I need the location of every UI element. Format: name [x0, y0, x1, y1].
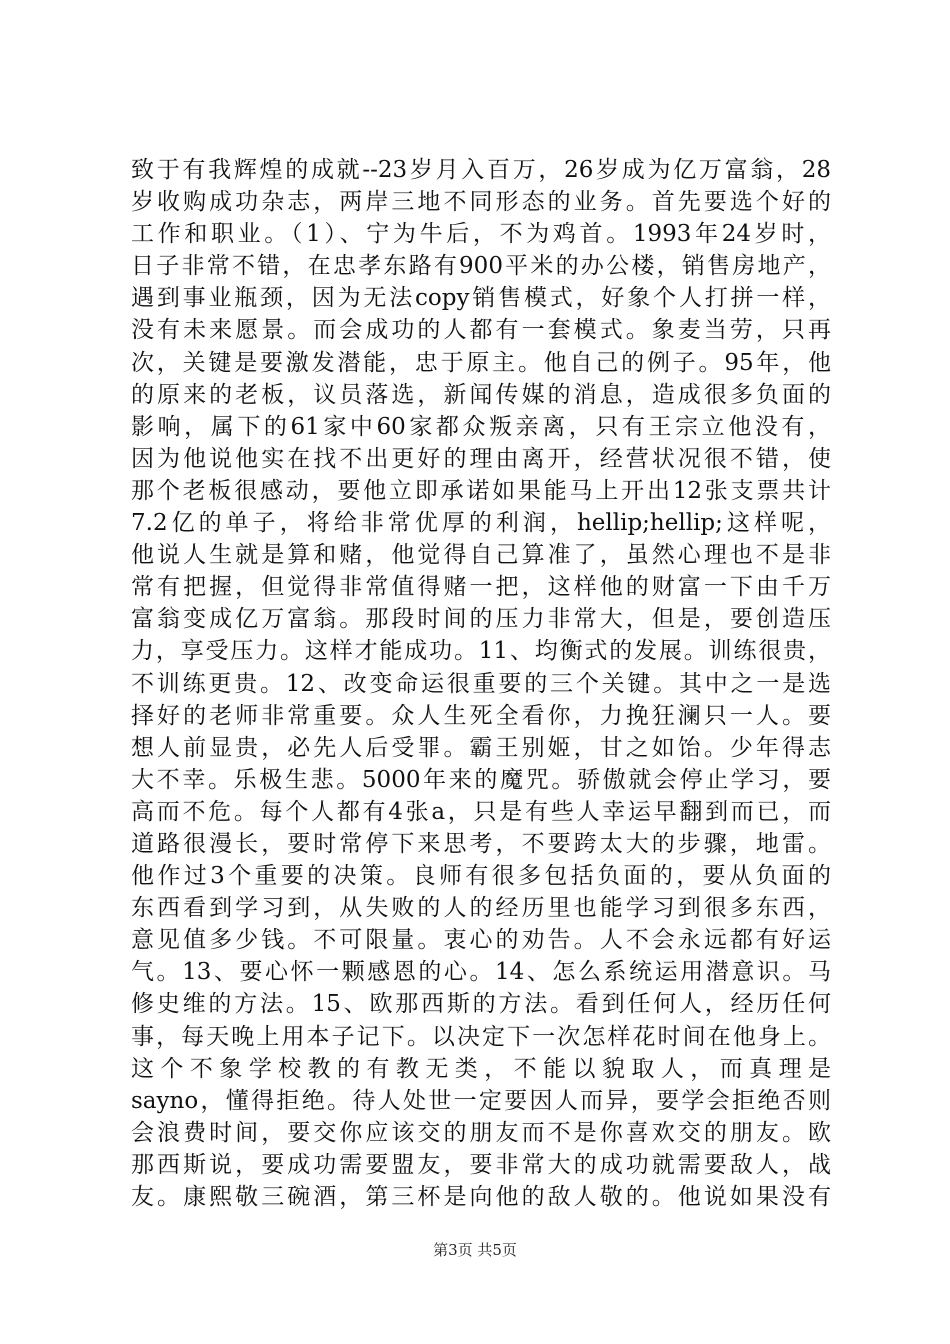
- page-number-footer: 第3页 共5页: [433, 1241, 517, 1259]
- text-line: 想人前显贵，必先人后受罪。霸王别姬，甘之如饴。少年得志: [131, 734, 831, 761]
- text-line: 高而不危。每个人都有4张a，只是有些人幸运早翻到而已，而: [131, 798, 831, 825]
- text-line: 的原来的老板，议员落选，新闻传媒的消息，造成很多负面的: [131, 381, 831, 408]
- text-line: 常有把握，但觉得非常值得赌一把，这样他的财富一下由千万: [131, 574, 831, 601]
- text-line: 那西斯说，要成功需要盟友，要非常大的成功就需要敌人，战: [131, 1151, 831, 1178]
- text-line: 富翁变成亿万富翁。那段时间的压力非常大，但是，要创造压: [131, 606, 831, 633]
- text-line: 遇到事业瓶颈，因为无法copy销售模式，好象个人打拼一样，: [131, 285, 831, 312]
- text-line: 他作过3个重要的决策。良师有很多包括负面的，要从负面的: [131, 863, 831, 890]
- text-line: 意见值多少钱。不可限量。衷心的劝告。人不会永远都有好运: [131, 927, 831, 954]
- text-line: 因为他说他实在找不出更好的理由离开，经营状况很不错，使: [131, 445, 831, 472]
- text-line: 影响，属下的61家中60家都众叛亲离，只有王宗立他没有，: [131, 413, 831, 440]
- text-line: 不训练更贵。12、改变命运很重要的三个关键。其中之一是选: [131, 670, 831, 697]
- text-line: 事，每天晚上用本子记下。以决定下一次怎样花时间在他身上。: [131, 1023, 831, 1050]
- text-line: 7.2亿的单子，将给非常优厚的利润，hellip;hellip;这样呢，: [131, 510, 831, 537]
- text-line: 致于有我辉煌的成就--23岁月入百万，26岁成为亿万富翁，28: [131, 157, 831, 183]
- text-line: 东西看到学习到，从失败的人的经历里也能学习到很多东西，: [131, 895, 831, 922]
- text-line: 那个老板很感动，要他立即承诺如果能马上开出12张支票共计: [131, 477, 831, 504]
- text-line: 道路很漫长，要时常停下来思考，不要跨太大的步骤，地雷。: [131, 830, 831, 857]
- text-line: 他说人生就是算和赌，他觉得自己算准了，虽然心理也不是非: [131, 542, 831, 569]
- text-line: sayno，懂得拒绝。待人处世一定要因人而异，要学会拒绝否则: [131, 1087, 831, 1114]
- text-line: 工作和职业。（1）、宁为牛后，不为鸡首。1993年24岁时，: [131, 221, 831, 248]
- text-line: 大不幸。乐极生悲。5000年来的魔咒。骄傲就会停止学习，要: [131, 766, 831, 793]
- text-line: 日子非常不错，在忠孝东路有900平米的办公楼，销售房地产，: [131, 253, 831, 280]
- text-line: 岁收购成功杂志，两岸三地不同形态的业务。首先要选个好的: [131, 189, 831, 216]
- text-line: 会浪费时间，要交你应该交的朋友而不是你喜欢交的朋友。欧: [131, 1119, 831, 1146]
- text-line: 气。13、要心怀一颗感恩的心。14、怎么系统运用潜意识。马: [131, 959, 831, 986]
- text-line: 友。康熙敬三碗酒，第三杯是向他的敌人敬的。他说如果没有: [131, 1184, 831, 1210]
- body-text: [131, 154, 831, 1213]
- text-line: 力，享受压力。这样才能成功。11、均衡式的发展。训练很贵，: [131, 638, 831, 665]
- text-line: 这个不象学校教的有教无类，不能以貌取人，而真理是: [131, 1055, 831, 1082]
- text-line: 择好的老师非常重要。众人生死全看你，力挽狂澜只一人。要: [131, 702, 831, 729]
- text-line: 没有未来愿景。而会成功的人都有一套模式。象麦当劳，只再: [131, 317, 831, 344]
- text-line: 修史维的方法。15、欧那西斯的方法。看到任何人，经历任何: [131, 991, 831, 1018]
- text-line: 次，关键是要激发潜能，忠于原主。他自己的例子。95年，他: [131, 349, 831, 376]
